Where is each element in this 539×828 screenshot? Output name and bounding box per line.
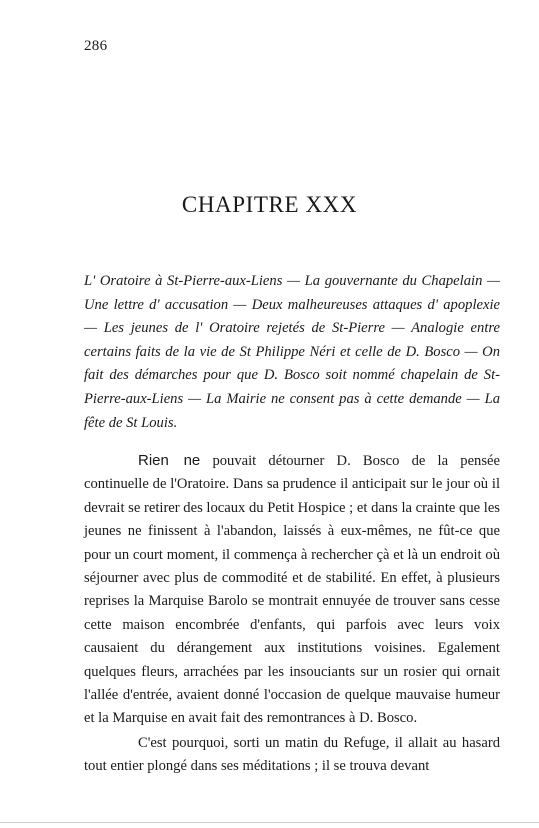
paragraph-2-text: C'est pourquoi, sorti un matin du Refuge, il allait au hasard tout entier plongé dans ses méditations ; il se trouva devant — [84, 735, 500, 775]
chapter-title: CHAPITRE XXX — [181, 192, 358, 217]
paragraph-2 — [84, 732, 500, 779]
chapter-summary: L' Oratoire à St-Pierre-aux-Liens — La gouvernante du Chapelain — Une lettre d' accusation — Deux malheureuses attaques d' apoplexie — Les jeunes de l' Oratoire rejetés de St-Pierre — Analogie entre certains faits de la vie de St Philippe Néri et celle de D. Bosco — On fait des démarches pour que D. Bosco soit nommé chapelain de St-Pierre-aux-Liens — La Mairie ne consent pas à cette demande — La fête de St Louis. — [84, 273, 500, 431]
paragraph-lead-words: Rien ne — [138, 452, 201, 469]
paragraph-1-text: pouvait détourner D. Bosco de la pensée continuelle de l'Oratoire. Dans sa prudence il anticipait sur le jour où il devrait se retirer des locaux du Petit Hospice ; et dans la crainte que les jeunes ne finissent à l'abandon, laissés à eux-mêmes, ne fût-ce que pour un court moment, il commença à rechercher çà et là un endroit où séjourner avec plus de commodité et de stabilité. En effet, à plusieurs reprises la Marquise Barolo se montrait ennuyée de trouver sans cesse cette maison encombrée d'enfants, qui parfois avec leurs voix causaient du dérangement aux institutions voisines. Egalement quelques fleurs, arrachées par les insouciants sur un rosier qui ornait l'allée d'entrée, avaient donné l'occasion de quelque mauvaise humeur et la Marquise en avait fait des remontrances à D. Bosco. — [84, 453, 500, 727]
paragraph-1 — [84, 449, 500, 731]
page-bottom-edge — [0, 822, 539, 823]
page-number: 286 — [84, 38, 108, 54]
